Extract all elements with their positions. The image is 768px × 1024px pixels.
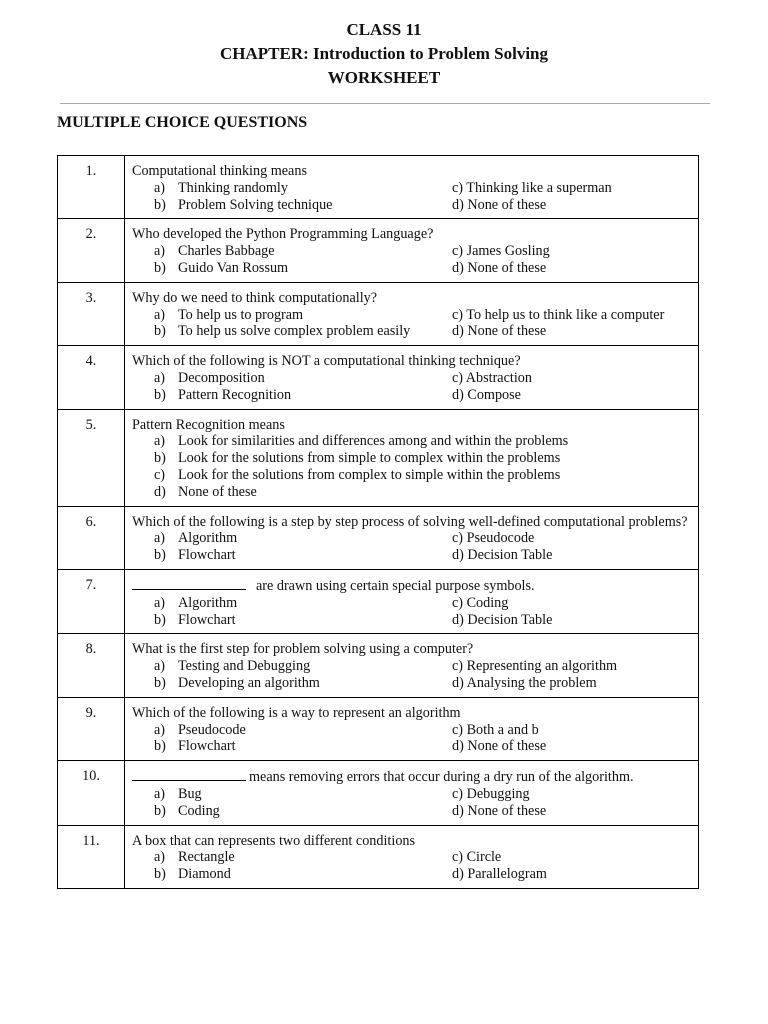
question-text: Which of the following is NOT a computational thinking technique? bbox=[132, 353, 521, 370]
worksheet-title: WORKSHEET bbox=[327, 68, 441, 87]
chapter-title: CHAPTER: Introduction to Problem Solving bbox=[219, 44, 549, 63]
options bbox=[132, 595, 692, 629]
option-b: b) Flowchart bbox=[154, 547, 236, 564]
question-cell bbox=[125, 825, 699, 888]
option-a: a) Testing and Debugging bbox=[154, 658, 311, 675]
options bbox=[132, 658, 692, 692]
question-row bbox=[58, 409, 699, 506]
option-c: c) Abstraction bbox=[452, 369, 532, 386]
question-cell bbox=[125, 219, 699, 282]
question-cell bbox=[125, 697, 699, 760]
option-c: c) James Gosling bbox=[452, 243, 550, 260]
question-cell bbox=[125, 282, 699, 345]
question-row bbox=[58, 219, 699, 282]
question-row bbox=[58, 569, 699, 633]
option-d: d) Compose bbox=[452, 386, 521, 403]
options bbox=[132, 243, 692, 277]
question-row bbox=[58, 697, 699, 760]
option-a: a) Decomposition bbox=[154, 369, 265, 386]
option-b: b) Developing an algorithm bbox=[154, 674, 320, 691]
option-d: d) None of these bbox=[452, 259, 547, 276]
question-text: Who developed the Python Programming Language? bbox=[132, 226, 434, 243]
option-b: b) Pattern Recognition bbox=[154, 386, 292, 403]
question-number: 11. bbox=[58, 825, 125, 888]
option-c: c) Pseudocode bbox=[452, 530, 535, 547]
option-b: b) To help us solve complex problem easily bbox=[154, 323, 411, 340]
question-text: are drawn using certain special purpose symbols. bbox=[256, 577, 535, 594]
option-d: d) None of these bbox=[452, 738, 547, 755]
option-a: a) Charles Babbage bbox=[154, 243, 275, 260]
options bbox=[132, 180, 692, 214]
option-b: b) Guido Van Rossum bbox=[154, 259, 289, 276]
option-b: b) Coding bbox=[154, 802, 220, 819]
options bbox=[132, 722, 692, 756]
question-number: 2. bbox=[58, 219, 125, 282]
option-d: d) None of these bbox=[452, 802, 547, 819]
option-c: c) To help us to think like a computer bbox=[452, 306, 665, 323]
option-d: d) Analysing the problem bbox=[452, 674, 597, 691]
question-cell bbox=[125, 346, 699, 409]
option-b: b) Problem Solving technique bbox=[154, 196, 333, 213]
option-d: d) Parallelogram bbox=[452, 866, 547, 883]
question-row bbox=[58, 282, 699, 345]
option-a: a) Look for similarities and differences among and within the problems bbox=[154, 433, 569, 450]
option-a: a) Algorithm bbox=[154, 530, 238, 547]
question-number: 5. bbox=[58, 409, 125, 506]
question-number: 7. bbox=[58, 569, 125, 633]
question-cell bbox=[125, 156, 699, 219]
options bbox=[132, 786, 692, 820]
option-d: d) None of these bbox=[154, 483, 257, 500]
option-c: c) Look for the solutions from complex to simple within the problems bbox=[154, 466, 561, 483]
option-c: c) Representing an algorithm bbox=[452, 658, 618, 675]
option-d: d) None of these bbox=[452, 196, 547, 213]
option-a: a) Algorithm bbox=[154, 594, 238, 611]
option-d: d) None of these bbox=[452, 323, 547, 340]
option-a: a) To help us to program bbox=[154, 306, 304, 323]
question-cell bbox=[125, 506, 699, 569]
question-text: A box that can represents two different conditions bbox=[132, 832, 416, 849]
option-d: d) Decision Table bbox=[452, 611, 553, 628]
header-divider bbox=[60, 103, 710, 104]
question-cell bbox=[125, 569, 699, 633]
option-c: c) Thinking like a superman bbox=[452, 179, 612, 196]
option-b: b) Flowchart bbox=[154, 611, 236, 628]
options bbox=[132, 849, 692, 883]
option-c: c) Both a and b bbox=[452, 721, 539, 738]
option-c: c) Debugging bbox=[452, 785, 530, 802]
option-a: a) Bug bbox=[154, 785, 202, 802]
question-text: Why do we need to think computationally? bbox=[132, 289, 378, 306]
question-text: Which of the following is a step by step process of solving well-defined computational problems? bbox=[132, 513, 688, 530]
question-text: means removing errors that occur during a dry run of the algorithm. bbox=[249, 769, 634, 786]
option-a: a) Thinking randomly bbox=[154, 179, 288, 196]
section-title: MULTIPLE CHOICE QUESTIONS bbox=[57, 114, 308, 131]
option-c: c) Circle bbox=[452, 849, 502, 866]
questions-table bbox=[57, 155, 699, 889]
options bbox=[132, 433, 692, 500]
question-text: Pattern Recognition means bbox=[132, 416, 285, 433]
question-number: 10. bbox=[58, 761, 125, 825]
question-text-line bbox=[132, 768, 692, 786]
question-cell bbox=[125, 409, 699, 506]
option-d: d) Decision Table bbox=[452, 547, 553, 564]
question-text: Computational thinking means bbox=[132, 163, 307, 179]
answer-blank bbox=[132, 577, 246, 590]
options bbox=[132, 370, 692, 404]
option-c: c) Coding bbox=[452, 594, 509, 611]
question-text: What is the first step for problem solving using a computer? bbox=[132, 641, 474, 658]
class-title: CLASS 11 bbox=[346, 20, 422, 39]
question-number: 3. bbox=[58, 282, 125, 345]
question-row bbox=[58, 346, 699, 409]
question-number: 8. bbox=[58, 634, 125, 697]
question-number: 4. bbox=[58, 346, 125, 409]
question-cell bbox=[125, 761, 699, 825]
options bbox=[132, 530, 692, 564]
question-number: 9. bbox=[58, 697, 125, 760]
question-number: 1. bbox=[58, 156, 125, 219]
option-b: b) Flowchart bbox=[154, 738, 236, 755]
answer-blank bbox=[132, 768, 246, 781]
option-a: a) Rectangle bbox=[154, 849, 235, 866]
question-row bbox=[58, 156, 699, 219]
question-row bbox=[58, 634, 699, 697]
question-text: Which of the following is a way to represent an algorithm bbox=[132, 704, 461, 721]
option-b: b) Look for the solutions from simple to complex within the problems bbox=[154, 450, 561, 467]
question-row bbox=[58, 506, 699, 569]
option-a: a) Pseudocode bbox=[154, 721, 246, 738]
options bbox=[132, 307, 692, 341]
question-text-line bbox=[132, 577, 692, 595]
question-number: 6. bbox=[58, 506, 125, 569]
question-cell bbox=[125, 634, 699, 697]
question-row bbox=[58, 761, 699, 825]
option-b: b) Diamond bbox=[154, 866, 231, 883]
question-row bbox=[58, 825, 699, 888]
